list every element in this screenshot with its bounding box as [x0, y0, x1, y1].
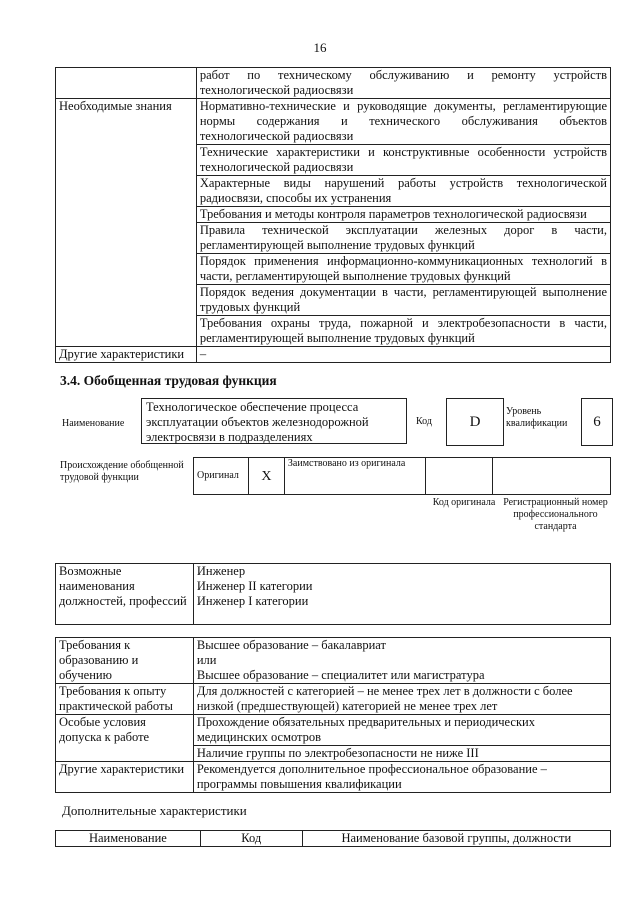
original-label: Оригинал: [194, 458, 249, 495]
code-value: D: [469, 414, 481, 430]
additional-table: [55, 830, 611, 847]
req-other-label: Другие характеристики: [56, 762, 194, 793]
origin-code-cell: [425, 458, 493, 495]
positions-label: Возможные наименования должностей, профессий: [56, 564, 194, 625]
name-value: Технологическое обеспечение процесса эксплуатации объектов железнодорожной электросвязи в подразделениях: [146, 400, 369, 444]
education-item: или: [196, 653, 217, 667]
education-label: Требования к образованию и обучению: [56, 638, 194, 684]
col-group-header: Наименование базовой группы, должности: [302, 831, 610, 847]
conditions-item: Наличие группы по электробезопасности не ниже III: [193, 746, 610, 762]
knowledge-item: Технические характеристики и конструктивные особенности устройств технологической радиосвязи: [196, 145, 610, 176]
knowledge-item: Требования и методы контроля параметров технологической радиосвязи: [196, 207, 610, 223]
origin-table: [193, 457, 611, 495]
borrowed-label: Заимствовано из оригинала: [284, 458, 425, 495]
name-label: Наименование: [62, 418, 125, 429]
original-mark: X: [248, 458, 284, 495]
level-label: Уровень квалификации: [506, 406, 568, 429]
knowledge-item: Требования охраны труда, пожарной и электробезопасности в части, регламентирующей выполнение трудовых функций: [196, 316, 610, 347]
knowledge-item: Правила технической эксплуатации железных дорог в части, регламентирующей выполнение трудовых функций: [196, 223, 610, 254]
knowledge-item: Характерные виды нарушений работы устройств технологической радиосвязи, способы их устранения: [196, 176, 610, 207]
code-box: [446, 398, 504, 446]
additional-title: Дополнительные характеристики: [62, 803, 247, 818]
position-item: Инженер I категории: [196, 594, 309, 608]
section-title: 3.4. Обобщенная трудовая функция: [60, 373, 277, 388]
knowledge-item: Порядок ведения документации в части, регламентирующей выполнение трудовых функций: [196, 285, 610, 316]
position-item: Инженер: [196, 564, 246, 578]
origin-reg-cell: [493, 458, 611, 495]
code-label: Код: [416, 416, 432, 427]
code-caption: Код оригинала: [432, 497, 496, 508]
experience-label: Требования к опыту практической работы: [56, 684, 194, 715]
reg-caption: Регистрационный номер профессионального стандарта: [503, 497, 608, 532]
position-item: Инженер II категории: [196, 579, 313, 593]
origin-label: Происхождение обобщенной трудовой функции: [60, 460, 184, 483]
level-value: 6: [593, 414, 601, 430]
empty-cell: [56, 68, 197, 99]
knowledge-item: Порядок применения информационно-коммуникационных технологий в части, регламентирующей выполнение трудовых функций: [196, 254, 610, 285]
other-value: –: [196, 347, 610, 363]
knowledge-label: Необходимые знания: [56, 99, 197, 347]
name-value-box: [141, 398, 407, 444]
col-code-header: Код: [200, 831, 302, 847]
experience-value: Для должностей с категорией – не менее трех лет в должности с более низкой (предшествующей) категорией не менее трех лет: [193, 684, 610, 715]
education-item: Высшее образование – бакалавриат: [196, 638, 386, 652]
knowledge-table: [55, 67, 611, 363]
req-other-value: Рекомендуется дополнительное профессиональное образование – программы повышения квалификации: [193, 762, 610, 793]
conditions-item: Прохождение обязательных предварительных и периодических медицинских осмотров: [193, 715, 610, 746]
conditions-label: Особые условия допуска к работе: [56, 715, 194, 762]
positions-table: [55, 563, 611, 625]
col-name-header: Наименование: [56, 831, 201, 847]
education-item: Высшее образование – специалитет или магистратура: [196, 668, 485, 682]
knowledge-item: Нормативно-технические и руководящие документы, регламентирующие нормы содержания и технического обслуживания объектов технологической радиосвязи: [196, 99, 610, 145]
page-number: 16: [313, 40, 327, 55]
continuation-text: работ по техническому обслуживанию и ремонту устройств технологической радиосвязи: [196, 68, 610, 99]
other-label: Другие характеристики: [56, 347, 197, 363]
requirements-table: [55, 637, 611, 793]
level-box: [581, 398, 613, 446]
